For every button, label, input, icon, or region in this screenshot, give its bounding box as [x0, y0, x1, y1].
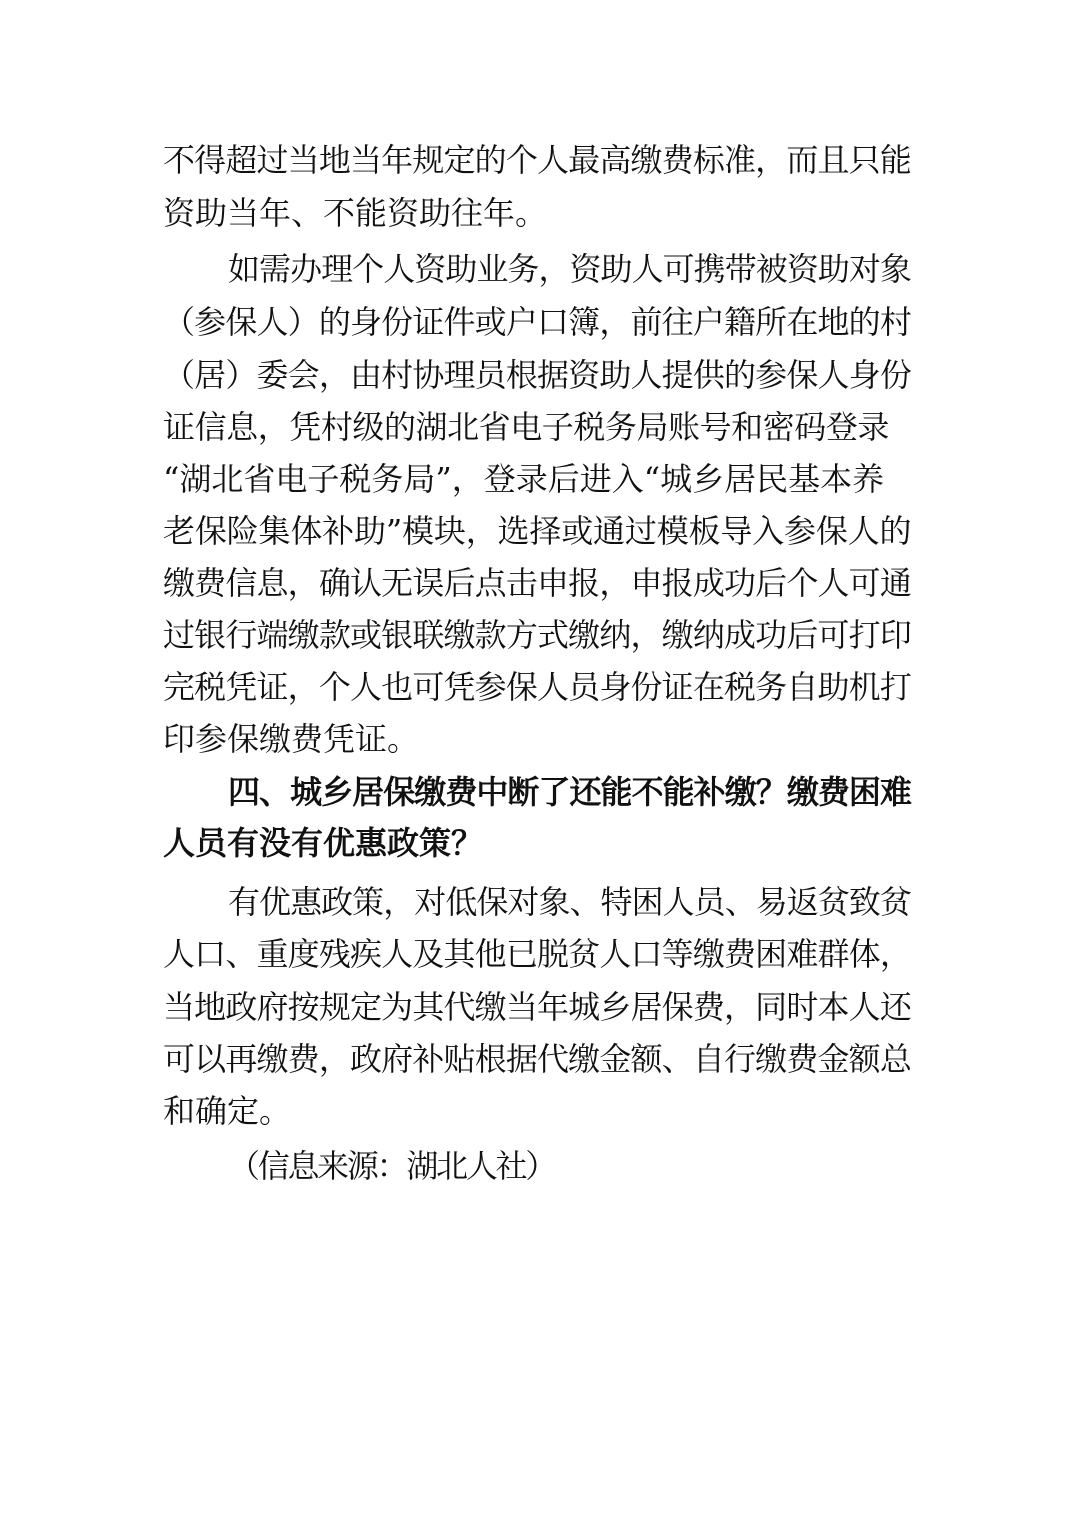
- text-line: （参保人）的身份证件或户口簿，前往户籍所在地的村: [163, 303, 912, 341]
- text-line: 老保险集体补助”模块，选择或通过模板导入参保人的: [163, 512, 912, 550]
- text-line: 当地政府按规定为其代缴当年城乡居保费，同时本人还: [163, 988, 912, 1026]
- text-line: 如需办理个人资助业务，资助人可携带被资助对象: [228, 250, 912, 288]
- text-line: 可以再缴费，政府补贴根据代缴金额、自行缴费金额总: [163, 1040, 912, 1078]
- text-line: 证信息，凭村级的湖北省电子税务局账号和密码登录: [163, 408, 890, 446]
- text-line: 过银行端缴款或银联缴款方式缴纳，缴纳成功后可打印: [163, 616, 912, 654]
- heading-line: 四、城乡居保缴费中断了还能不能补缴？缴费困难: [228, 773, 912, 811]
- text-line: 不得超过当地当年规定的个人最高缴费标准，而且只能: [163, 141, 912, 179]
- source-note: （信息来源：湖北人社）: [228, 1147, 556, 1185]
- text-line: 人口、重度残疾人及其他已脱贫人口等缴费困难群体，: [163, 935, 912, 973]
- heading-line: 人员有没有优惠政策？: [163, 824, 484, 862]
- text-line: （居）委会，由村协理员根据资助人提供的参保人身份: [163, 356, 912, 394]
- text-line: 缴费信息，确认无误后点击申报，申报成功后个人可通: [163, 564, 912, 602]
- text-line: “湖北省电子税务局”，登录后进入“城乡居民基本养: [163, 460, 885, 498]
- text-line: 完税凭证，个人也可凭参保人员身份证在税务自助机打: [163, 668, 912, 706]
- text-line: 和确定。: [163, 1092, 292, 1130]
- text-line: 有优惠政策，对低保对象、特困人员、易返贫致贫: [228, 883, 912, 921]
- text-line: 资助当年、不能资助往年。: [163, 194, 548, 232]
- text-line: 印参保缴费凭证。: [163, 720, 420, 758]
